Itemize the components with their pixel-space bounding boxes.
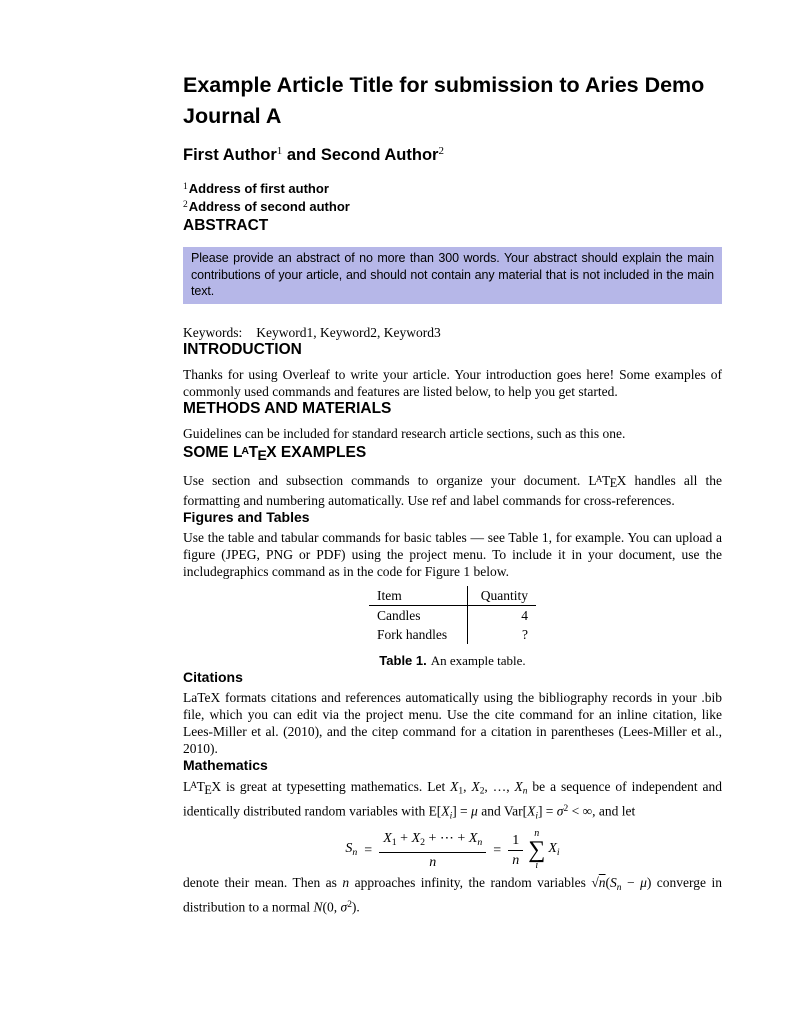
citations-paragraph: LaTeX formats citations and references automatically using the bibliography records in your .bib file, which you can edit via the project menu. Use the cite command for an inline citation, like Lees-Miller et al. (2010), and the citep command for a citation in parentheses (Lees-Miller et al., 2010). bbox=[183, 690, 722, 757]
keywords-label: Keywords: bbox=[183, 324, 243, 340]
display-equation bbox=[183, 829, 722, 871]
table-header-row bbox=[369, 586, 536, 606]
summation-symbol: n ∑ i bbox=[528, 828, 546, 872]
introduction-paragraph: Thanks for using Overleaf to write your article. Your introduction goes here! Some examples of commonly used commands and features are listed below, to help you get started. bbox=[183, 366, 722, 399]
keywords-value: Keyword1, Keyword2, Keyword3 bbox=[256, 324, 441, 340]
authors-separator: and bbox=[282, 146, 321, 164]
abstract-box: Please provide an abstract of no more than 300 words. Your abstract should explain the main contributions of your article, and should not contain any material that is not included in the main text. bbox=[183, 247, 722, 304]
figures-tables-paragraph: Use the table and tabular commands for basic tables — see Table 1, for example. You can upload a figure (JPEG, PNG or PDF) using the project menu. To include it in your document, use the includegraphics command as in the code for Figure 1 below. bbox=[183, 530, 722, 580]
fraction-one-over-n: $\frac{1}{n}$ bbox=[508, 832, 523, 869]
keywords-line bbox=[183, 324, 722, 341]
equals-sign: = bbox=[364, 842, 373, 858]
page-title: Example Article Title for submission to Aries Demo Journal A bbox=[183, 73, 705, 128]
mathematics-heading: Mathematics bbox=[183, 757, 268, 774]
latex-examples-heading-suffix: EXAMPLES bbox=[276, 443, 367, 461]
table-header-quantity: Quantity bbox=[468, 586, 537, 606]
article-content bbox=[183, 0, 722, 916]
abstract-heading: ABSTRACT bbox=[183, 217, 269, 234]
latex-examples-heading-prefix: SOME bbox=[183, 443, 233, 461]
table-caption-label: Table 1. bbox=[379, 653, 427, 669]
table-cell: 4 bbox=[521, 608, 528, 624]
table-caption bbox=[183, 653, 722, 669]
table-cell: Fork handles bbox=[369, 625, 468, 644]
affiliation-2 bbox=[183, 199, 722, 217]
methods-heading: METHODS AND MATERIALS bbox=[183, 399, 392, 417]
affiliations bbox=[183, 181, 722, 217]
affiliation-1-superscript: 1 bbox=[183, 182, 188, 192]
author-second-superscript: 2 bbox=[438, 145, 444, 157]
citations-heading: Citations bbox=[183, 669, 243, 686]
latex-examples-heading bbox=[183, 442, 722, 464]
table-cell: Candles bbox=[369, 606, 468, 626]
equation-lhs: $S_n$ bbox=[345, 840, 358, 858]
mathematics-paragraph: $L^ATEX$ is great at typesetting mathematics. Let $X_1$, $X_2$, …, $X_n$ be a sequence of independent and identically distributed random variables with $E[X_i] = \mu$ and $Var[X_i] = \sigma^2$ < ∞, and let bbox=[183, 778, 723, 822]
latex-logo: $L^ATEX$ bbox=[232, 443, 277, 463]
table-row bbox=[369, 606, 536, 626]
table-header-item: Item bbox=[369, 586, 468, 606]
affiliation-1 bbox=[183, 181, 722, 199]
authors-line bbox=[183, 145, 722, 167]
methods-paragraph: Guidelines can be included for standard research article sections, such as this one. bbox=[183, 425, 626, 441]
summation-term: $X_i$ bbox=[548, 840, 560, 858]
mathematics-closing-paragraph: denote their mean. Then as n approaches infinity, the random variables $√n(S_n - \mu)$ converge in distribution to a normal N(0, $\sigma^2$). bbox=[183, 875, 722, 915]
affiliation-2-text: Address of second author bbox=[188, 199, 350, 214]
table-cell: ? bbox=[522, 627, 528, 643]
affiliation-2-superscript: 2 bbox=[183, 200, 188, 210]
example-table bbox=[369, 586, 536, 644]
author-first: First Author bbox=[183, 146, 277, 164]
latex-examples-paragraph: Use section and subsection commands to organize your document. $L^ATEX$ handles all the formatting and numbering automatically. Use ref and label commands for cross-references. bbox=[183, 472, 722, 509]
introduction-heading: INTRODUCTION bbox=[183, 340, 302, 358]
author-second: Second Author bbox=[320, 146, 439, 164]
author-first-superscript: 1 bbox=[276, 145, 283, 157]
table-caption-text: An example table. bbox=[430, 653, 526, 669]
equals-sign: = bbox=[493, 842, 502, 858]
table-row bbox=[369, 625, 536, 644]
figures-tables-heading: Figures and Tables bbox=[183, 509, 310, 526]
affiliation-1-text: Address of first author bbox=[188, 181, 329, 196]
fraction-sum-over-n: $\frac{X_1 + X_2 + \cdots + X_n}{n}$ bbox=[379, 830, 486, 871]
